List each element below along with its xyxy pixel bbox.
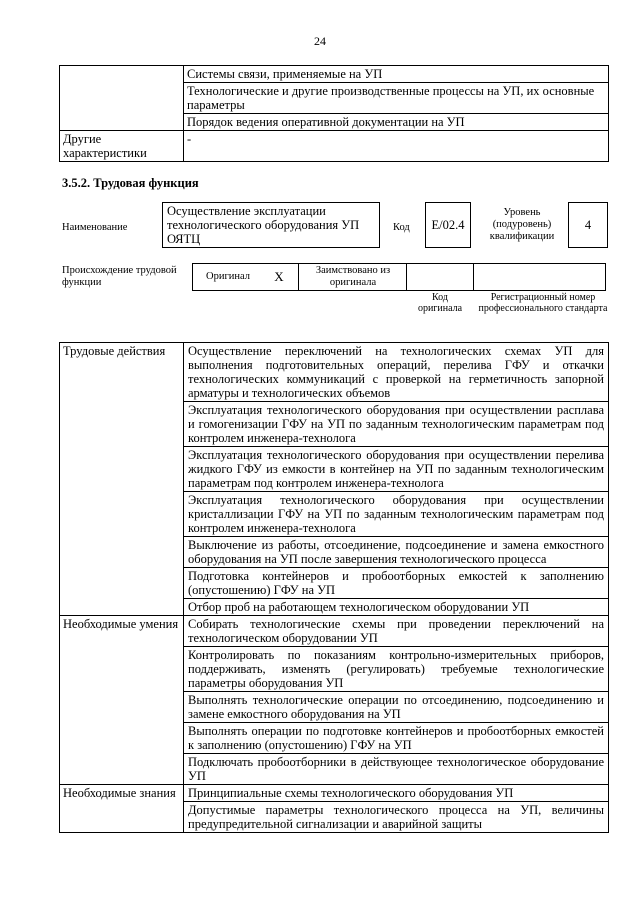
table-cell: Собирать технологические схемы при проведении переключений на технологическом оборудовании УП bbox=[184, 616, 609, 647]
original-mark: X bbox=[274, 269, 284, 284]
origin-divider bbox=[298, 263, 299, 291]
code-value-box: E/02.4 bbox=[425, 202, 471, 248]
table-cell: Отбор проб на работающем технологическом оборудовании УП bbox=[184, 599, 609, 616]
section-title: 3.5.2. Трудовая функция bbox=[62, 176, 199, 190]
original-label: Оригинал bbox=[206, 271, 250, 282]
name-label: Наименование bbox=[62, 222, 128, 233]
table-cell: Подготовка контейнеров и пробоотборных емкостей к заполнению (опустошению) ГФУ на УП bbox=[184, 568, 609, 599]
reg-caption: Регистрационный номер профессионального стандарта bbox=[478, 292, 608, 314]
table-row bbox=[60, 785, 609, 802]
table-row bbox=[60, 616, 609, 647]
borrowed-label: Заимствовано из оригинала bbox=[315, 265, 391, 288]
origin-divider bbox=[406, 263, 407, 291]
table-row bbox=[60, 343, 609, 402]
code-label: Код bbox=[393, 222, 410, 233]
code-caption: Код оригинала bbox=[417, 292, 463, 314]
table-cell: Выключение из работы, отсоединение, подсоединение и замена емкостного оборудования на УП после завершения технологического процесса bbox=[184, 537, 609, 568]
labor-actions-label: Трудовые действия bbox=[60, 343, 184, 616]
table-cell: Эксплуатация технологического оборудования при осуществлении расплава и гомогенизации ГФУ на УП по заданным технологическим параметрам под контролем инженера-технолога bbox=[184, 402, 609, 447]
table-cell: Допустимые параметры технологического процесса на УП, величины предупредительной сигнализации и аварийной защиты bbox=[184, 802, 609, 833]
knowledge-label: Необходимые знания bbox=[60, 785, 184, 833]
table-cell-empty bbox=[60, 66, 184, 131]
table-row bbox=[60, 66, 609, 83]
table-cell: Подключать пробоотборники в действующее технологическое оборудование УП bbox=[184, 754, 609, 785]
table-cell: Выполнять операции по подготовке контейнеров и пробоотборных емкостей к заполнению (опустошению) ГФУ на УП bbox=[184, 723, 609, 754]
level-value-box: 4 bbox=[568, 202, 608, 248]
table-cell: Системы связи, применяемые на УП bbox=[184, 66, 609, 83]
skills-label: Необходимые умения bbox=[60, 616, 184, 785]
page-number: 24 bbox=[314, 34, 326, 48]
top-table bbox=[59, 65, 609, 162]
table-row bbox=[60, 131, 609, 162]
other-characteristics-value: - bbox=[184, 131, 609, 162]
table-cell: Порядок ведения оперативной документации на УП bbox=[184, 114, 609, 131]
table-cell: Эксплуатация технологического оборудования при осуществлении перелива жидкого ГФУ из емкости в контейнер на УП по заданным технологическим параметрам под контролем инженера-технолога bbox=[184, 447, 609, 492]
other-characteristics-label: Другие характеристики bbox=[60, 131, 184, 162]
table-cell: Принципиальные схемы технологического оборудования УП bbox=[184, 785, 609, 802]
table-cell: Эксплуатация технологического оборудования при осуществлении кристаллизации ГФУ на УП по заданным технологическим параметрам под контролем инженера-технолога bbox=[184, 492, 609, 537]
origin-divider bbox=[473, 263, 474, 291]
origin-label: Происхождение трудовой функции bbox=[62, 265, 177, 288]
main-table bbox=[59, 342, 609, 833]
table-cell: Осуществление переключений на технологических схемах УП для выполнения подготовительных операций, перелива ГФУ и откачки технологических коммуникаций с проверкой на герметичность запорной арматуры и технологических объемов bbox=[184, 343, 609, 402]
table-cell: Выполнять технологические операции по отсоединению, подсоединению и замене емкостного оборудования на УП bbox=[184, 692, 609, 723]
function-name-box: Осуществление эксплуатации технологического оборудования УП ОЯТЦ bbox=[162, 202, 380, 248]
level-label: Уровень (подуровень) квалификации bbox=[489, 207, 555, 242]
table-cell: Контролировать по показаниям контрольно-измерительных приборов, поддерживать, изменять (регулировать) требуемые технологические параметры оборудования УП bbox=[184, 647, 609, 692]
table-cell: Технологические и другие производственные процессы на УП, их основные параметры bbox=[184, 83, 609, 114]
